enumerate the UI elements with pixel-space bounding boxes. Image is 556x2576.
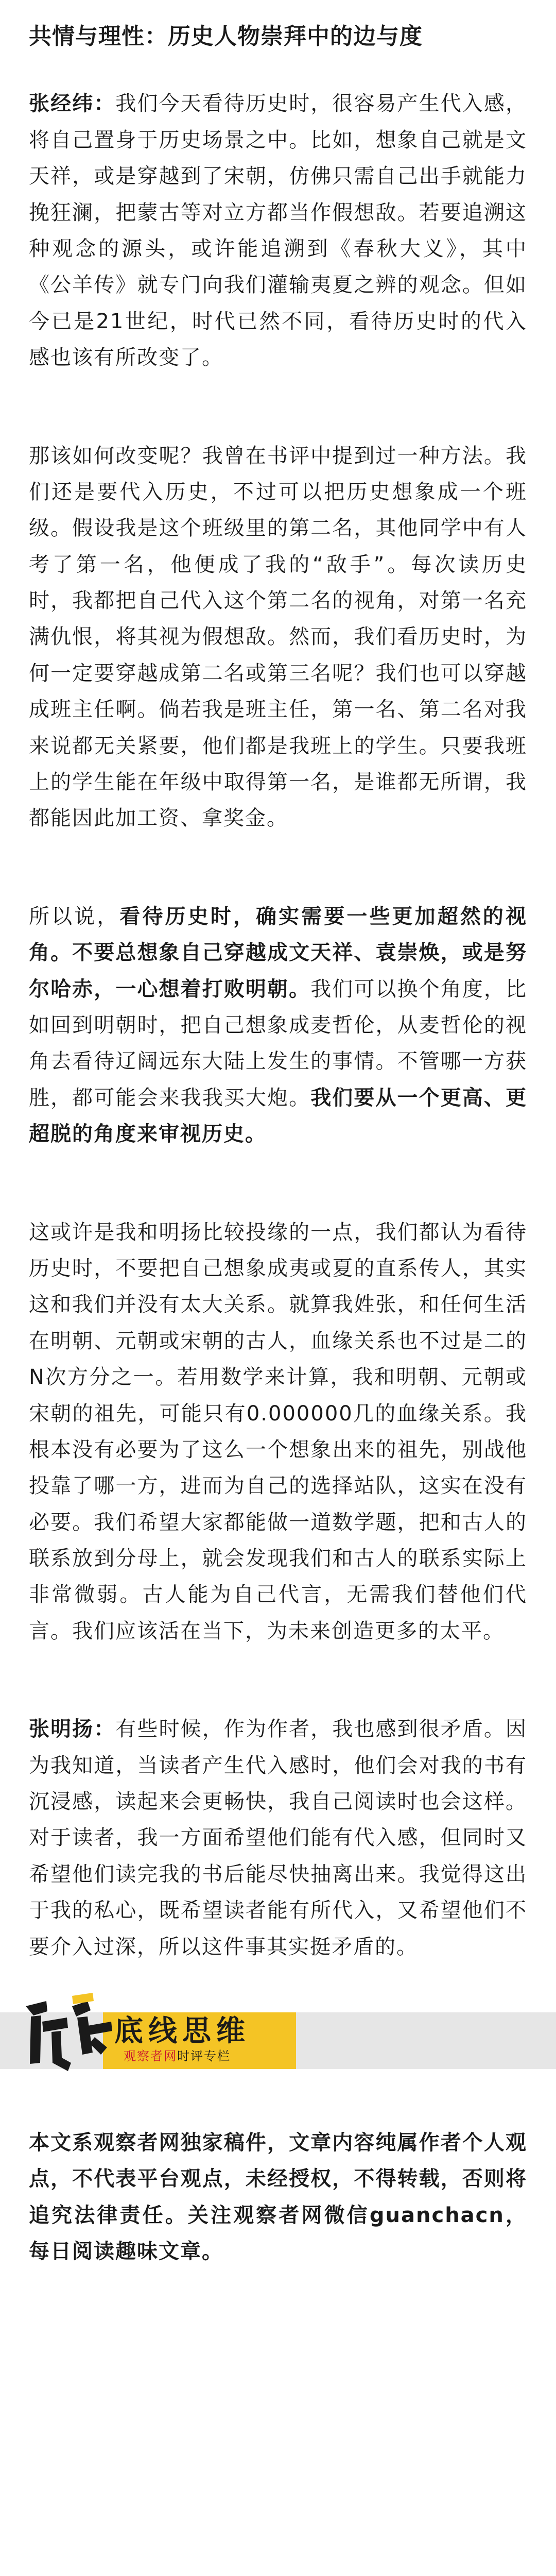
text-run: 这或许是我和明扬比较投缘的一点，我们都认为看待历史时，不要把自己想象成夷或夏的直系传人，其实这和我们并没有太大关系。就算我姓张，和任何生活在明朝、元朝或宋朝的古人，血缘关系也不过是二的N次方分之一。若用数学来计算，我和明朝、元朝或宋朝的祖先，可能只有0.000000几的血缘关系。我根本没有必要为了这么一个想象出来的祖先，别战他投靠了哪一方，进而为自己的选择站队，这实在没有必要。我们希望大家都能做一道数学题，把和古人的联系放到分母上，就会发现我们和古人的联系实际上非常微弱。古人能为自己代言，无需我们替他们代言。我们应该活在当下，为未来创造更多的太平。 (29, 1220, 527, 1643)
bold-text-run: 张经纬： (29, 92, 116, 116)
column-banner (0, 1986, 556, 2083)
text-run: 所以说， (29, 904, 120, 928)
bold-text-run: 看待历史时，确实需要一些更加超然的视角。不要总想象自己穿越成文天祥、袁崇焕，或是努尔哈赤，一心想着打败明朝。 (29, 904, 528, 1001)
paragraph-4 (29, 1214, 527, 1650)
text-run: 我们可以换个角度，比如回到明朝时，把自己想象成麦哲伦，从麦哲伦的视角去看待辽阔远东大陆上发生的事情。不管哪一方获胜，都可能会来我我买大炮。 (29, 977, 528, 1110)
paragraph-3 (29, 899, 527, 1153)
text-run: 我们今天看待历史时，很容易产生代入感，将自己置身于历史场景之中。比如，想象自己就是文天祥，或是穿越到了宋朝，仿佛只需自己出手就能力挽狂澜，把蒙古等对立方都当作假想敌。若要追溯这种观念的源头，或许能追溯到《春秋大义》，其中《公羊传》就专门向我们灌输夷夏之辨的观念。但如今已是21世纪，时代已然不同，看待历史时的代入感也该有所改变了。 (29, 92, 528, 370)
paragraph-2 (29, 438, 527, 837)
text-run: 那该如何改变呢？我曾在书评中提到过一种方法。我们还是要代入历史，不过可以把历史想象成一个班级。假设我是这个班级里的第二名，其他同学中有人考了第一名，他便成了我的“敌手”。每次读历史时，我都把自己代入这个第二名的视角，对第一名充满仇恨，将其视为假想敌。然而，我们看历史时，为何一定要穿越成第二名或第三名呢？我们也可以穿越成班主任啊。倘若我是班主任，第一名、第二名对我来说都无关紧要，他们都是我班上的学生。只要我班上的学生能在年级中取得第一名，是谁都无所谓，我都能因此加工资、拿奖金。 (29, 444, 527, 831)
bold-text-run: 我们要从一个更高、更超脱的角度来审视历史。 (29, 1086, 528, 1146)
banner-subtitle (124, 2048, 231, 2064)
paragraph-1 (29, 86, 527, 376)
banner-sub-source: 观察者网 (124, 2048, 177, 2063)
text-run: 有些时候，作为作者，我也感到很矛盾。因为我知道，当读者产生代入感时，他们会对我的书有沉浸感，读起来会更畅快，我自己阅读时也会这样。对于读者，我一方面希望他们能有代入感，但同时又希望他们读完我的书后能尽快抽离出来。我觉得这出于我的私心，既希望读者能有所代入，又希望他们不要介入过深，所以这件事其实挺矛盾的。 (29, 1717, 528, 1959)
banner-sub-rest: 时评专栏 (177, 2048, 231, 2063)
bottom-line-logo-icon (10, 1986, 124, 2078)
copyright-notice: 本文系观察者网独家稿件，文章内容纯属作者个人观点，不代表平台观点，未经授权，不得转载，否则将追究法律责任。关注观察者网微信guanchacn，每日阅读趣味文章。 (29, 2130, 527, 2264)
article-title: 共情与理性：历史人物崇拜中的边与度 (29, 23, 423, 49)
banner-heading: 底线思维 (114, 2014, 250, 2048)
paragraph-5 (29, 1711, 527, 1965)
bold-text-run: 张明扬： (29, 1717, 116, 1741)
